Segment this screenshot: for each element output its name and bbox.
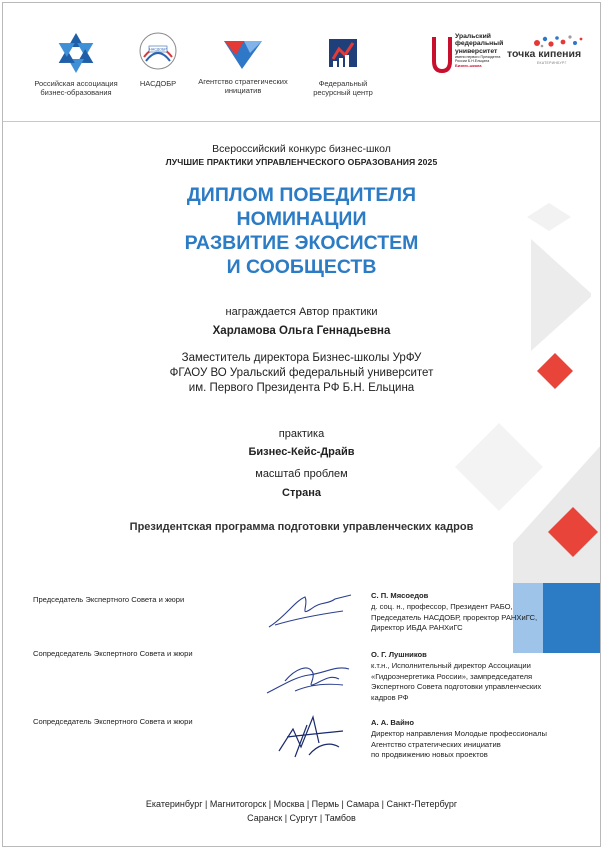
title-line-1: ДИПЛОМ ПОБЕДИТЕЛЯ [186, 184, 417, 206]
signatory-2-desc-line: Экспертного Совета подготовки управленческих [371, 682, 542, 691]
diploma-page [2, 2, 601, 847]
practice-value: Бизнес-Кейс-Драйв [248, 446, 355, 458]
awarded-text: награждается Автор практики [225, 306, 378, 318]
urfu-line-3: университет [455, 47, 498, 55]
signatory-1-role: Председатель Экспертного Совета и жюри [33, 595, 185, 604]
program-name: Президентская программа подготовки управленческих кадров [129, 521, 474, 533]
signatory-1-desc-line: Председатель НАСДОБР, проректор РАНХиГС, [371, 612, 538, 622]
rabo-label-2: бизнес-образования [40, 88, 112, 97]
frc-label-2: ресурсный центр [313, 88, 373, 97]
position-line-3: им. Первого Президента РФ Б.Н. Ельцина [188, 382, 415, 394]
signature-3-icon [273, 707, 353, 761]
signature-2-icon [265, 655, 355, 699]
title-line-2: НОМИНАЦИИ [236, 208, 367, 230]
contest-line-1: Всероссийский конкурс бизнес-школ [212, 143, 391, 155]
nasdobr-emblem-icon [138, 31, 178, 75]
signatory-2-desc [371, 661, 591, 703]
signatory-2-desc-line: кадров РФ [371, 692, 409, 702]
logo-asi [193, 33, 293, 95]
signatory-3-desc-line: Директор направления Молодые профессионалы [371, 729, 547, 738]
contest-line-2: ЛУЧШИЕ ПРАКТИКИ УПРАВЛЕНЧЕСКОГО ОБРАЗОВАНИЯ 2025 [165, 157, 438, 167]
asi-arrow-icon [220, 33, 266, 73]
asi-label-1: Агентство стратегических [198, 77, 288, 86]
urfu-line-2: федеральный [455, 40, 504, 48]
signatory-2-desc-line: «Гидроэнергетика России», зампредседателя [371, 671, 533, 681]
rabo-emblem-icon [54, 31, 98, 75]
logo-urfu [431, 33, 503, 79]
recipient-name: Харламова Ольга Геннадьевна [212, 325, 391, 337]
scale-value: Страна [282, 487, 321, 499]
position-line-1: Заместитель директора Бизнес-школы УрФУ [181, 352, 422, 364]
logo-tochka-kipeniya [507, 33, 593, 73]
logo-rabo [21, 31, 131, 97]
signatory-3-desc-line: по продвижению новых проектов [371, 750, 488, 759]
signature-1-icon [265, 587, 355, 633]
tochka-city: ЕКАТЕРИНБУРГ [537, 61, 567, 65]
nasdobr-label: НАСДОБР [139, 79, 177, 88]
tochka-text: точка кипения [507, 48, 582, 60]
recipient-position [3, 351, 600, 396]
urfu-u-icon [431, 35, 453, 75]
position-line-2: ФГАОУ ВО Уральский федеральный университет [169, 367, 434, 379]
logo-frc [303, 31, 383, 97]
urfu-sub-2: России Б.Н.Ельцина [455, 59, 490, 64]
title-line-3: РАЗВИТИЕ ЭКОСИСТЕМ [184, 232, 419, 254]
signatory-3-desc-line: Агентство стратегических инициатив [371, 739, 501, 749]
rabo-label-1: Российская ассоциация [34, 79, 118, 88]
frc-emblem-icon [323, 31, 363, 75]
signatory-3-desc [371, 729, 591, 761]
scale-label: масштаб проблем [255, 468, 348, 480]
signatory-1-name: С. П. Мясоедов [371, 591, 429, 600]
practice-label: практика [278, 428, 325, 440]
signatory-2-name: О. Г. Лушников [371, 650, 427, 659]
asi-label-2: инициатив [224, 86, 262, 95]
diploma-title [3, 183, 600, 279]
logo-header [3, 3, 600, 122]
signatory-1-desc-line: Директор ИБДА РАНХиГС [371, 623, 463, 632]
tochka-bubbles-icon [507, 33, 593, 49]
signatory-2-role: Сопредседатель Экспертного Совета и жюри [33, 649, 193, 658]
urfu-tag: Бизнес-школа [455, 63, 482, 68]
signatory-3-role: Сопредседатель Экспертного Совета и жюри [33, 717, 193, 726]
logo-nasdobr [131, 31, 185, 88]
title-line-4: И СООБЩЕСТВ [226, 256, 377, 278]
cities-line-1: Екатеринбург | Магнитогорск | Москва | Пермь | Самара | Санкт-Петербург [145, 799, 458, 809]
signatory-3-name: А. А. Вайно [371, 718, 415, 727]
signatory-2-desc-line: к.т.н., Исполнительный директор Ассоциации [371, 661, 531, 670]
urfu-line-1: Уральский [455, 33, 491, 40]
cities-footer [3, 797, 600, 825]
signatory-1-desc-line: д. соц. н., профессор, Президент РАБО, [371, 602, 513, 611]
signatory-1-desc [371, 602, 591, 634]
nasdobr-emblem-text: НАСДОБР [149, 47, 167, 52]
urfu-sub-1: имени первого Президента [455, 55, 501, 60]
cities-line-2: Саранск | Сургут | Тамбов [247, 813, 356, 823]
frc-label-1: Федеральный [318, 79, 368, 88]
